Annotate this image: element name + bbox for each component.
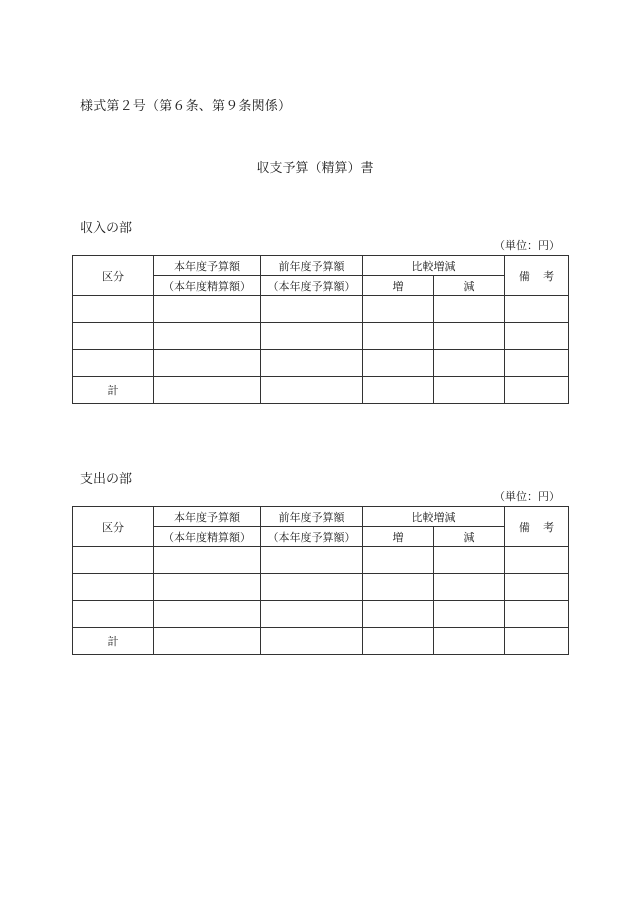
header-current-budget: 本年度予算額 xyxy=(154,507,261,527)
table-cell[interactable] xyxy=(73,547,154,574)
table-cell[interactable] xyxy=(505,574,569,601)
expense-table xyxy=(72,506,569,655)
header-remarks-text: 備考 xyxy=(518,269,568,283)
table-cell[interactable] xyxy=(363,574,434,601)
table-cell[interactable] xyxy=(261,296,363,323)
table-cell[interactable] xyxy=(73,323,154,350)
table-cell[interactable] xyxy=(363,377,434,404)
table-row xyxy=(73,323,569,350)
header-category: 区分 xyxy=(73,507,154,547)
income-table xyxy=(72,255,569,404)
total-label: 計 xyxy=(73,377,154,404)
table-cell[interactable] xyxy=(261,547,363,574)
table-cell[interactable] xyxy=(363,296,434,323)
header-current-settlement: （本年度精算額） xyxy=(154,276,261,296)
table-cell[interactable] xyxy=(434,323,505,350)
table-row xyxy=(73,574,569,601)
table-cell[interactable] xyxy=(154,601,261,628)
table-cell[interactable] xyxy=(73,350,154,377)
table-cell[interactable] xyxy=(505,628,569,655)
header-previous-sub: （本年度予算額） xyxy=(261,276,363,296)
table-cell[interactable] xyxy=(261,574,363,601)
header-previous-budget: 前年度予算額 xyxy=(261,256,363,276)
table-cell[interactable] xyxy=(363,350,434,377)
total-label: 計 xyxy=(73,628,154,655)
income-section-heading: 収入の部 xyxy=(80,221,133,236)
table-cell[interactable] xyxy=(154,574,261,601)
table-cell[interactable] xyxy=(261,601,363,628)
table-cell[interactable] xyxy=(505,323,569,350)
table-cell[interactable] xyxy=(363,628,434,655)
form-number: 様式第２号（第６条、第９条関係） xyxy=(80,99,292,114)
table-cell[interactable] xyxy=(363,547,434,574)
table-cell[interactable] xyxy=(505,350,569,377)
header-decrease: 減 xyxy=(434,276,505,296)
table-cell[interactable] xyxy=(154,350,261,377)
table-cell[interactable] xyxy=(505,296,569,323)
table-cell[interactable] xyxy=(505,601,569,628)
table-cell[interactable] xyxy=(434,296,505,323)
table-cell[interactable] xyxy=(261,350,363,377)
table-cell[interactable] xyxy=(434,377,505,404)
header-previous-sub: （本年度予算額） xyxy=(261,527,363,547)
header-current-budget: 本年度予算額 xyxy=(154,256,261,276)
table-cell[interactable] xyxy=(154,547,261,574)
table-cell[interactable] xyxy=(73,601,154,628)
table-cell[interactable] xyxy=(261,323,363,350)
table-cell[interactable] xyxy=(154,323,261,350)
table-cell[interactable] xyxy=(154,628,261,655)
table-cell[interactable] xyxy=(434,601,505,628)
total-row xyxy=(73,377,569,404)
header-remarks xyxy=(505,507,569,547)
header-increase: 増 xyxy=(363,527,434,547)
table-cell[interactable] xyxy=(505,547,569,574)
table-row xyxy=(73,601,569,628)
expense-section-heading: 支出の部 xyxy=(80,472,133,487)
table-cell[interactable] xyxy=(73,296,154,323)
header-comparison: 比較増減 xyxy=(363,256,505,276)
header-current-settlement: （本年度精算額） xyxy=(154,527,261,547)
income-unit-note: （単位：円） xyxy=(494,239,560,252)
document-title: 収支予算（精算）書 xyxy=(256,161,374,176)
table-cell[interactable] xyxy=(363,601,434,628)
table-cell[interactable] xyxy=(261,628,363,655)
table-cell[interactable] xyxy=(505,377,569,404)
header-previous-budget: 前年度予算額 xyxy=(261,507,363,527)
expense-unit-note: （単位：円） xyxy=(494,490,560,503)
header-category: 区分 xyxy=(73,256,154,296)
table-cell[interactable] xyxy=(434,628,505,655)
table-cell[interactable] xyxy=(154,377,261,404)
table-cell[interactable] xyxy=(261,377,363,404)
total-row xyxy=(73,628,569,655)
table-cell[interactable] xyxy=(154,296,261,323)
table-row xyxy=(73,350,569,377)
table-cell[interactable] xyxy=(434,350,505,377)
table-cell[interactable] xyxy=(73,574,154,601)
header-remarks-text: 備考 xyxy=(518,520,568,534)
table-row xyxy=(73,547,569,574)
table-cell[interactable] xyxy=(434,547,505,574)
header-decrease: 減 xyxy=(434,527,505,547)
table-cell[interactable] xyxy=(363,323,434,350)
table-cell[interactable] xyxy=(434,574,505,601)
table-row xyxy=(73,296,569,323)
header-remarks xyxy=(505,256,569,296)
header-comparison: 比較増減 xyxy=(363,507,505,527)
header-increase: 増 xyxy=(363,276,434,296)
